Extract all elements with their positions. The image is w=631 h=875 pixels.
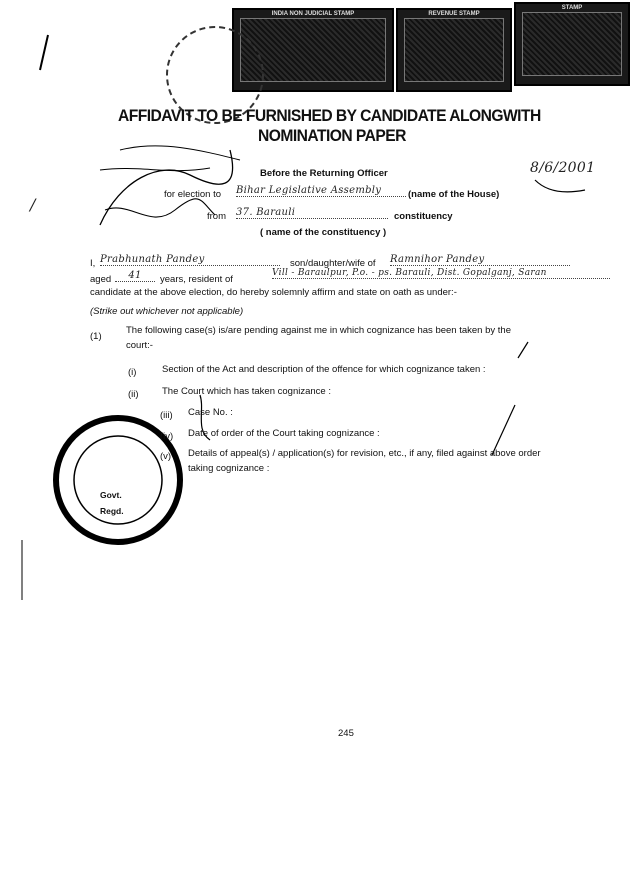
stamp-2-label: REVENUE STAMP: [428, 11, 480, 17]
item-v-num: (v): [160, 451, 172, 462]
stamp-1-label: INDIA NON JUDICIAL STAMP: [271, 11, 355, 17]
item-v-text-line1: Details of appeal(s) / application(s) for revision, etc., if any, filed against above order: [188, 448, 541, 459]
item-iii-num: (iii): [160, 410, 173, 421]
item-iv-text: Date of order of the Court taking cognizance :: [188, 428, 380, 439]
item-i-num: (i): [128, 367, 137, 378]
resident-value: Vill - Baraulpur, P.o. - ps. Barauli, Dist. Gopalganj, Saran: [272, 268, 610, 279]
seal-text-govt: Govt.: [100, 490, 122, 500]
item-ii-num: (ii): [128, 389, 139, 400]
father-name: Ramnihor Pandey: [390, 254, 570, 266]
item-v-text-line2: taking cognizance :: [188, 463, 270, 474]
item-iii-text: Case No. :: [188, 407, 233, 418]
election-label: for election to: [164, 189, 222, 200]
house-note: (name of the House): [408, 189, 500, 200]
constituency-label: constituency: [394, 211, 453, 222]
page-number: 245: [338, 728, 354, 739]
date-note: 8/6/2001: [530, 160, 596, 176]
from-value: 37. Barauli: [236, 207, 388, 219]
section-1-number: (1): [90, 331, 102, 342]
from-label: from: [207, 211, 226, 222]
election-value: Bihar Legislative Assembly: [236, 185, 406, 197]
item-i-text: Section of the Act and description of the offence for which cognizance taken :: [162, 364, 486, 375]
document-title-line2: NOMINATION PAPER: [258, 126, 406, 145]
stamp-3-label: STAMP: [561, 5, 583, 11]
aged-label: aged: [90, 274, 112, 285]
item-ii-text: The Court which has taken cognizance :: [162, 386, 331, 397]
candidate-name: Prabhunath Pandey: [100, 254, 280, 266]
resident-label: years, resident of: [160, 274, 233, 285]
relation-label: son/daughter/wife of: [290, 258, 376, 269]
seal-text-regd: Regd.: [100, 506, 124, 516]
section-1-text-line1: The following case(s) is/are pending against me in which cognizance has been taken by the: [126, 325, 511, 336]
constituency-note: ( name of the constituency ): [260, 227, 387, 238]
i-label: I,: [90, 258, 96, 269]
oath-line: candidate at the above election, do hereby solemnly affirm and state on oath as under:-: [90, 287, 457, 298]
item-iv-num: (iv): [160, 431, 174, 442]
before-returning-officer: Before the Returning Officer: [260, 168, 388, 179]
age-value: 41: [115, 270, 155, 282]
strike-note: (Strike out whichever not applicable): [90, 306, 244, 317]
margin-note: /: [30, 195, 36, 214]
section-1-text-line2: court:-: [126, 340, 153, 351]
document-title-line1: AFFIDAVIT TO BE FURNISHED BY CANDIDATE ALONGWITH: [118, 106, 541, 125]
